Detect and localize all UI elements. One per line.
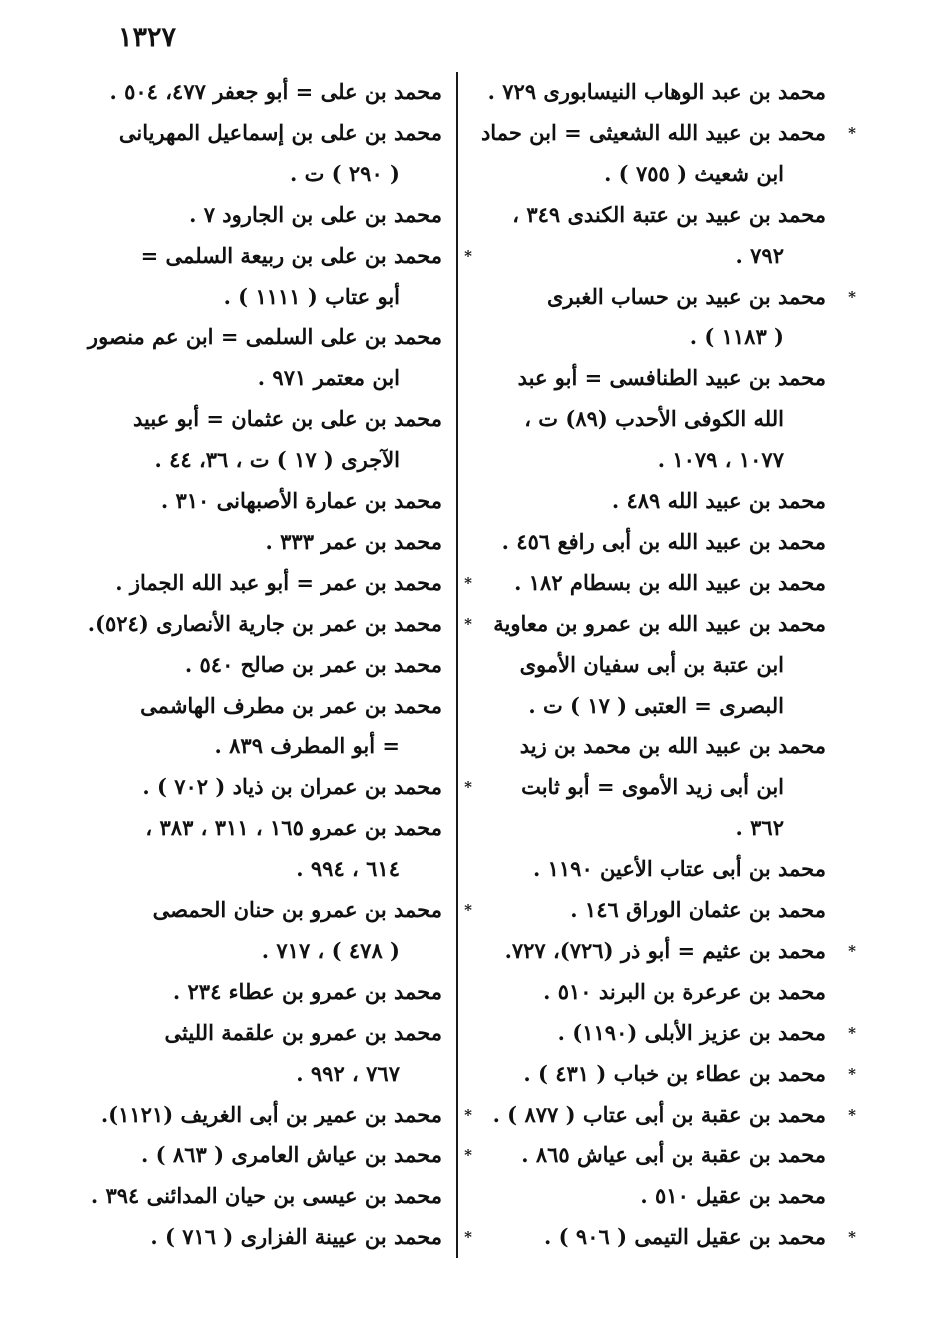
index-entry-text: البصرى = العتبى ( ١٧ ) ت .: [528, 692, 784, 718]
index-entry-text: ٦١٤ ، ٩٩٤ .: [296, 856, 400, 882]
asterisk-marker: *: [848, 123, 856, 142]
index-entry-text: الله الكوفى الأحدب (٨٩) ت ،: [524, 406, 784, 432]
index-entry-text: ١٠٧٧ ، ١٠٧٩ .: [657, 447, 784, 473]
index-line: [140, 236, 472, 276]
index-line: [258, 358, 400, 398]
index-entry-text: محمد بن عثيم = أبو ذر (٧٢٦)، ٧٢٧.: [504, 937, 826, 963]
index-entry-text: محمد بن عياش العامرى ( ٨٦٣ ) .: [141, 1142, 442, 1168]
index-line: [154, 440, 400, 480]
index-line: [266, 522, 442, 562]
asterisk-marker: *: [848, 1023, 856, 1042]
index-line: [492, 1095, 856, 1135]
index-entry-text: محمد بن عطاء بن خباب ( ٤٣١ ) .: [523, 1060, 826, 1086]
index-line: [115, 563, 472, 603]
index-entry-text: محمد بن عبيد الله بن بسطام ١٨٢ .: [514, 569, 826, 595]
index-line: [296, 849, 400, 889]
index-entry-text: محمد بن على = أبو جعفر ٤٧٧، ٥٠٤ .: [109, 79, 442, 104]
index-line: [658, 440, 784, 480]
index-entry-text: محمد بن عبيد الطنافسى = أبو عبد: [517, 365, 826, 391]
asterisk-marker: *: [848, 287, 856, 306]
index-line: [262, 931, 400, 971]
index-entry-text: محمد بن عبيد بن حساب الغبرى: [546, 283, 826, 309]
index-line: [141, 1135, 472, 1175]
index-line: [150, 1217, 472, 1257]
index-entry-text: = أبو المطرف ٨٣٩ .: [214, 733, 400, 759]
asterisk-marker: *: [464, 246, 472, 265]
index-entry-text: الآجرى ( ١٧ ) ت ، ٣٦، ٤٤ .: [154, 447, 400, 473]
index-entry-text: ( ٢٩٠ ) ت .: [289, 160, 400, 186]
index-line: [488, 72, 826, 112]
index-entry-text: محمد بن عمر بن جارية الأنصارى (٥٢٤).: [87, 610, 442, 636]
index-entry-text: محمد بن عيسى بن حيان المدائنى ٣٩٤ .: [90, 1183, 442, 1209]
index-line: [546, 277, 856, 317]
index-line: [612, 481, 826, 521]
index-entry-text: محمد بن عقبة بن أبى عياش ٨٦٥ .: [521, 1142, 826, 1168]
index-line: [544, 1217, 856, 1257]
index-line: [543, 972, 826, 1012]
index-line: [524, 399, 784, 439]
index-line: [133, 399, 442, 439]
index-line: [502, 522, 826, 562]
index-line: [109, 72, 442, 112]
index-entry-text: ابن معتمر ٩٧١ .: [257, 365, 400, 391]
index-entry-text: محمد بن أبى عتاب الأعين ١١٩٠ .: [533, 856, 826, 882]
asterisk-marker: *: [848, 1228, 856, 1247]
index-entry-text: ابن شعيث ( ٧٥٥ ) .: [604, 160, 784, 186]
index-line: [736, 236, 784, 276]
index-entry-text: محمد بن عبيد الله بن عمرو بن معاوية: [493, 610, 826, 636]
index-entry-text: محمد بن عمران بن ذياد ( ٧٠٢ ) .: [142, 774, 442, 800]
index-line: [224, 277, 400, 317]
index-line: [145, 808, 442, 848]
index-line: [91, 1176, 442, 1216]
asterisk-marker: *: [464, 614, 472, 633]
index-line: [604, 154, 784, 194]
index-line: [523, 1054, 856, 1094]
index-entry-text: محمد بن عرعرة بن البرند ٥١٠ .: [543, 978, 826, 1004]
index-line: [514, 563, 826, 603]
index-line: [480, 113, 856, 153]
index-line: [557, 1013, 856, 1053]
index-line: [152, 890, 472, 930]
index-line: [142, 767, 472, 807]
asterisk-marker: *: [464, 778, 472, 797]
index-entry-text: محمد بن عقيل التيمى ( ٩٠٦ ) .: [544, 1224, 826, 1250]
index-entry-text: محمد بن عبيد الله بن أبى رافع ٤٥٦ .: [501, 528, 826, 554]
index-line: [504, 931, 856, 971]
index-line: [189, 195, 442, 235]
index-line: [290, 154, 400, 194]
index-line: [520, 726, 826, 766]
index-line: [520, 645, 784, 685]
index-entry-text: ( ٤٧٨ ) ، ٧١٧ .: [261, 937, 400, 963]
index-line: [518, 358, 826, 398]
asterisk-marker: *: [464, 573, 472, 592]
index-line: [528, 686, 784, 726]
index-entry-text: ٣٦٢ .: [735, 815, 784, 841]
index-entry-text: محمد بن عبيد الله الشعيثى = ابن حماد: [480, 119, 826, 145]
index-entry-text: محمد بن عمرو بن عطاء ٢٣٤ .: [172, 978, 442, 1004]
asterisk-marker: *: [848, 1064, 856, 1083]
index-entry-text: محمد بن عبيد الله ٤٨٩ .: [611, 488, 826, 513]
index-entry-text: محمد بن عزيز الأبلى (١١٩٠) .: [557, 1019, 826, 1045]
index-entry-text: محمد بن عمير بن أبى الغريف (١١٢١).: [100, 1101, 442, 1127]
index-entry-text: محمد بن عقيل ٥١٠ .: [640, 1183, 826, 1209]
index-entry-text: أبو عتاب ( ١١١١ ) .: [223, 283, 400, 309]
index-entry-text: محمد بن عمر بن مطرف الهاشمى: [140, 692, 442, 718]
index-entry-text: محمد بن عثمان الوراق ١٤٦ .: [570, 897, 826, 922]
index-line: [690, 317, 784, 357]
index-line: [87, 604, 472, 644]
asterisk-marker: *: [848, 941, 856, 960]
index-line: [512, 195, 826, 235]
index-entry-text: ( ١١٨٣ ) .: [689, 324, 784, 350]
index-entry-text: محمد بن على بن الجارود ٧ .: [189, 201, 442, 227]
index-line: [161, 481, 442, 521]
index-line: [119, 113, 442, 153]
asterisk-marker: *: [848, 1105, 856, 1124]
index-line: [185, 645, 442, 685]
index-line: [88, 317, 442, 357]
index-entry-text: محمد بن عمرو بن حنان الحمصى: [152, 897, 442, 922]
index-line: [533, 849, 826, 889]
index-entry-text: ابن عتبة بن أبى سفيان الأموى: [519, 651, 784, 677]
index-line: [215, 726, 400, 766]
asterisk-marker: *: [464, 1105, 472, 1124]
asterisk-marker: *: [464, 1228, 472, 1247]
index-entry-text: ٧٦٧ ، ٩٩٢ .: [296, 1060, 400, 1086]
index-entry-text: محمد بن عقبة بن أبى عتاب ( ٨٧٧ ) .: [492, 1101, 826, 1127]
index-line: [140, 686, 442, 726]
index-line: [521, 1135, 826, 1175]
index-line: [640, 1176, 826, 1216]
index-entry-text: محمد بن عمرو بن علقمة الليثى: [164, 1019, 442, 1045]
index-line: [493, 604, 826, 644]
index-entry-text: ابن أبى زيد الأموى = أبو ثابت: [521, 774, 784, 800]
index-line: [736, 808, 784, 848]
index-entry-text: محمد بن عبيد بن عتبة الكندى ٣٤٩ ،: [512, 201, 826, 227]
index-entry-text: محمد بن على بن عثمان = أبو عبيد: [133, 406, 442, 432]
index-line: [173, 972, 442, 1012]
index-line: [521, 767, 784, 807]
index-entry-text: محمد بن على بن ربيعة السلمى =: [140, 242, 442, 268]
column-divider: [456, 72, 458, 1258]
index-entry-text: محمد بن عمر ٣٣٣ .: [265, 528, 442, 554]
index-entry-text: محمد بن عمرو ١٦٥ ، ٣١١ ، ٣٨٣ ،: [145, 815, 442, 841]
index-line: [165, 1013, 442, 1053]
asterisk-marker: *: [464, 901, 472, 919]
asterisk-marker: *: [464, 1146, 472, 1165]
page-number: ١٣٢٧: [118, 22, 177, 53]
index-entry-text: محمد بن عمر = أبو عبد الله الجماز .: [115, 569, 442, 595]
index-line: [296, 1054, 400, 1094]
index-entry-text: محمد بن عبد الوهاب النيسابورى ٧٢٩ .: [487, 79, 826, 104]
index-entry-text: محمد بن على السلمى = ابن عم منصور: [87, 324, 442, 350]
index-line: [570, 890, 826, 930]
index-entry-text: محمد بن عمر بن صالح ٥٤٠ .: [184, 651, 442, 677]
index-line: [100, 1095, 472, 1135]
index-entry-text: محمد بن على بن إسماعيل المهريانى: [118, 119, 442, 145]
index-entry-text: محمد بن عبيد الله بن محمد بن زيد: [519, 733, 826, 759]
index-entry-text: محمد بن عمارة الأصبهانى ٣١٠ .: [160, 488, 442, 513]
index-entry-text: ٧٩٢ .: [735, 242, 784, 268]
index-entry-text: محمد بن عيينة الفزارى ( ٧١٦ ) .: [150, 1224, 442, 1250]
